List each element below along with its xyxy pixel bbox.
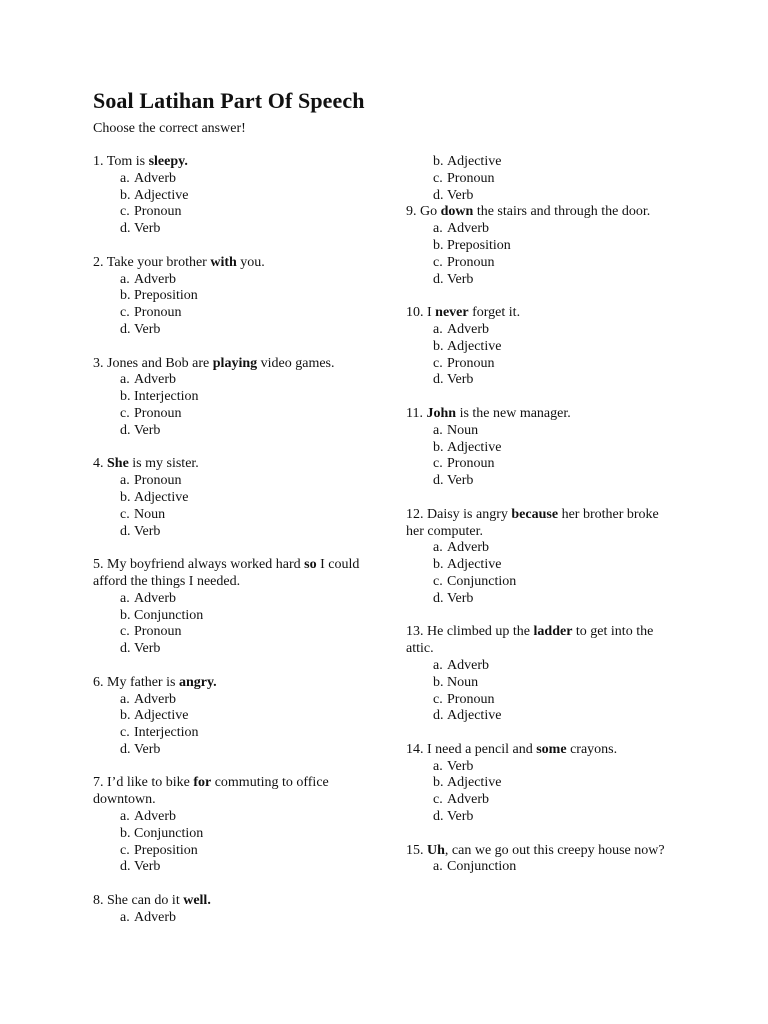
option-text: Adjective — [447, 775, 502, 791]
option-letter: b. — [433, 557, 444, 573]
option-text: Adverb — [134, 691, 176, 707]
option-letter: a. — [120, 372, 130, 388]
answer-option[interactable] — [120, 708, 365, 725]
option-text: Verb — [447, 187, 474, 203]
option-letter: a. — [433, 422, 443, 438]
option-letter: b. — [120, 389, 131, 405]
question-keyword: so — [304, 557, 317, 573]
answer-options — [93, 272, 365, 339]
question-text-before: I’d like to bike — [107, 775, 194, 791]
option-letter: d. — [433, 271, 444, 287]
answer-options — [93, 171, 365, 238]
option-letter: a. — [433, 540, 443, 556]
option-text: Pronoun — [134, 624, 182, 640]
question-keyword: because — [511, 506, 559, 522]
question-text — [93, 675, 365, 692]
question-text-after: the stairs and through the door. — [473, 204, 651, 220]
option-letter: b. — [433, 439, 444, 455]
answer-options — [406, 423, 676, 490]
question-keyword: down — [440, 204, 474, 220]
option-text: Adjective — [447, 338, 502, 354]
option-text: Adverb — [134, 271, 176, 287]
answer-option[interactable] — [433, 255, 676, 272]
option-letter: c. — [433, 573, 443, 589]
answer-option[interactable] — [433, 238, 676, 255]
answer-option[interactable] — [120, 473, 365, 490]
answer-options — [406, 221, 676, 288]
option-letter: b. — [120, 489, 131, 505]
question-number: 7. — [93, 775, 107, 791]
option-text: Conjunction — [134, 825, 204, 841]
question-keyword: for — [193, 775, 212, 791]
question-text — [406, 204, 676, 221]
option-text: Pronoun — [447, 254, 495, 270]
option-text: Conjunction — [447, 859, 517, 875]
option-text: Pronoun — [134, 405, 182, 421]
question — [93, 775, 365, 876]
answer-option[interactable] — [433, 692, 676, 709]
answer-option[interactable] — [120, 372, 365, 389]
answer-option[interactable] — [120, 322, 365, 339]
option-text: Noun — [447, 674, 479, 690]
option-text: Noun — [447, 422, 479, 438]
question-text-before: Take your brother — [106, 254, 211, 270]
question-keyword: with — [210, 254, 237, 270]
option-letter: a. — [120, 473, 130, 489]
question-text-before: She can do it — [107, 893, 184, 909]
option-letter: b. — [433, 237, 444, 253]
question-number: 2. — [93, 254, 107, 270]
question-text — [406, 843, 676, 860]
answer-option[interactable] — [433, 792, 676, 809]
answer-option[interactable] — [433, 775, 676, 792]
answer-option[interactable] — [433, 154, 676, 171]
question — [93, 154, 365, 238]
option-letter: a. — [433, 758, 443, 774]
question-text-after: you. — [236, 254, 265, 270]
answer-option[interactable] — [120, 608, 365, 625]
question-text-before: Daisy is angry — [427, 506, 512, 522]
question-text-after: is my sister. — [128, 456, 199, 472]
option-text: Adverb — [134, 372, 176, 388]
question-text-before: My boyfriend always worked hard — [107, 557, 305, 573]
option-letter: c. — [120, 204, 130, 220]
question-text-before: I — [427, 305, 436, 321]
question-text-after: I could afford the things I needed. — [93, 557, 360, 589]
answer-option[interactable] — [120, 389, 365, 406]
question-number: 4. — [93, 456, 107, 472]
question-text-before: My father is — [107, 674, 179, 690]
option-text: Adverb — [447, 221, 489, 237]
question — [93, 356, 365, 440]
answer-option[interactable] — [433, 473, 676, 490]
answer-option[interactable] — [433, 372, 676, 389]
option-letter: d. — [120, 741, 131, 757]
question-number: 12. — [406, 506, 427, 522]
right-column — [406, 154, 676, 876]
option-text: Conjunction — [447, 573, 517, 589]
option-text: Adjective — [447, 154, 502, 169]
question — [406, 154, 676, 204]
question-text — [93, 255, 365, 272]
answer-option[interactable] — [120, 188, 365, 205]
answer-option[interactable] — [433, 272, 676, 289]
option-text: Verb — [447, 809, 474, 825]
answer-option[interactable] — [120, 490, 365, 507]
answer-option[interactable] — [433, 221, 676, 238]
answer-option[interactable] — [120, 742, 365, 759]
option-letter: c. — [120, 624, 130, 640]
option-letter: a. — [120, 909, 130, 925]
option-text: Preposition — [134, 842, 198, 858]
question-number: 13. — [406, 624, 427, 640]
question — [93, 675, 365, 759]
question-number: 11. — [406, 405, 427, 421]
question-text — [93, 557, 365, 591]
option-letter: b. — [433, 154, 444, 169]
option-text: Adjective — [134, 489, 189, 505]
option-text: Noun — [134, 506, 166, 522]
question-text-after: commuting to office downtown. — [93, 775, 329, 808]
question — [406, 204, 676, 288]
option-text: Verb — [134, 221, 161, 237]
question-number: 1. — [93, 154, 107, 169]
question-text-after: to get into the attic. — [406, 624, 654, 657]
answer-option[interactable] — [120, 641, 365, 658]
question-text — [406, 305, 676, 322]
option-text: Adverb — [447, 540, 489, 556]
answer-option[interactable] — [120, 406, 365, 423]
option-text: Adverb — [447, 657, 489, 673]
question — [93, 557, 365, 658]
option-letter: a. — [120, 590, 130, 606]
answer-option[interactable] — [120, 272, 365, 289]
answer-option[interactable] — [120, 859, 365, 876]
question-keyword: well. — [183, 893, 211, 909]
option-text: Adjective — [447, 557, 502, 573]
option-text: Pronoun — [447, 691, 495, 707]
option-letter: d. — [120, 859, 131, 875]
answer-option[interactable] — [433, 188, 676, 205]
answer-options — [93, 372, 365, 439]
option-letter: c. — [120, 405, 130, 421]
answer-option[interactable] — [120, 692, 365, 709]
option-letter: a. — [433, 321, 443, 337]
question-text — [93, 154, 365, 171]
option-text: Conjunction — [134, 607, 204, 623]
option-letter: d. — [433, 809, 444, 825]
option-text: Pronoun — [134, 473, 182, 489]
option-text: Adjective — [134, 708, 189, 724]
answer-option[interactable] — [120, 221, 365, 238]
answer-option[interactable] — [433, 356, 676, 373]
option-text: Pronoun — [134, 305, 182, 321]
answer-options — [93, 910, 365, 927]
answer-option[interactable] — [120, 507, 365, 524]
option-letter: c. — [120, 305, 130, 321]
question-text — [93, 893, 365, 910]
option-letter: d. — [120, 422, 131, 438]
answer-option[interactable] — [120, 204, 365, 221]
answer-option[interactable] — [120, 171, 365, 188]
question-keyword: Uh — [427, 842, 445, 858]
answer-option[interactable] — [120, 843, 365, 860]
option-letter: a. — [120, 170, 130, 186]
answer-option[interactable] — [433, 557, 676, 574]
option-letter: d. — [120, 641, 131, 657]
answer-option[interactable] — [433, 574, 676, 591]
question-keyword: ladder — [533, 624, 573, 640]
option-letter: a. — [433, 657, 443, 673]
option-text: Adverb — [134, 909, 176, 925]
question-number: 15. — [406, 842, 427, 858]
option-letter: d. — [120, 321, 131, 337]
answer-option[interactable] — [120, 624, 365, 641]
answer-options — [406, 540, 676, 607]
question — [406, 305, 676, 389]
question-number: 8. — [93, 893, 107, 909]
question — [406, 742, 676, 826]
answer-option[interactable] — [433, 171, 676, 188]
answer-option[interactable] — [433, 658, 676, 675]
answer-option[interactable] — [433, 440, 676, 457]
option-letter: b. — [120, 708, 131, 724]
option-text: Verb — [134, 859, 161, 875]
option-text: Pronoun — [447, 456, 495, 472]
question — [406, 843, 676, 877]
option-text: Adverb — [134, 170, 176, 186]
question-number: 14. — [406, 741, 427, 757]
answer-option[interactable] — [433, 809, 676, 826]
answer-options — [406, 154, 676, 204]
option-letter: b. — [433, 674, 444, 690]
option-letter: d. — [433, 590, 444, 606]
option-text: Verb — [134, 321, 161, 337]
option-text: Verb — [447, 271, 474, 287]
option-text: Verb — [134, 422, 161, 438]
option-letter: c. — [433, 355, 443, 371]
instructions: Choose the correct answer! — [93, 121, 246, 136]
option-text: Verb — [134, 523, 161, 539]
answer-option[interactable] — [120, 809, 365, 826]
left-column — [93, 154, 365, 927]
option-letter: c. — [433, 792, 443, 808]
question-text-after: is the new manager. — [456, 405, 571, 421]
answer-option[interactable] — [120, 305, 365, 322]
answer-option[interactable] — [433, 540, 676, 557]
question-number: 10. — [406, 305, 427, 321]
question-text — [406, 624, 676, 658]
answer-options — [406, 859, 676, 876]
question — [406, 406, 676, 490]
answer-option[interactable] — [120, 423, 365, 440]
question-text-before: Jones and Bob are — [107, 355, 213, 371]
question-text-before: He climbed up the — [427, 624, 534, 640]
question-text-after: forget it. — [468, 305, 521, 321]
option-text: Interjection — [134, 389, 199, 405]
question-text — [93, 456, 365, 473]
answer-options — [406, 658, 676, 725]
option-letter: c. — [120, 842, 130, 858]
option-letter: d. — [433, 708, 444, 724]
option-letter: b. — [433, 338, 444, 354]
question-text — [406, 406, 676, 423]
option-text: Verb — [447, 372, 474, 388]
option-letter: a. — [433, 859, 443, 875]
question-text — [406, 742, 676, 759]
option-letter: b. — [120, 187, 131, 203]
question — [93, 255, 365, 339]
question-keyword: some — [536, 741, 567, 757]
option-letter: d. — [120, 221, 131, 237]
question-number: 9. — [406, 204, 420, 220]
option-letter: c. — [433, 254, 443, 270]
question-number: 6. — [93, 674, 107, 690]
option-letter: c. — [433, 170, 443, 186]
option-letter: b. — [120, 607, 131, 623]
option-text: Adverb — [447, 792, 489, 808]
option-text: Adverb — [134, 809, 176, 825]
answer-options — [93, 692, 365, 759]
question-keyword: angry. — [178, 674, 217, 690]
question — [406, 507, 676, 608]
question-keyword: playing — [212, 355, 258, 371]
option-text: Verb — [134, 641, 161, 657]
answer-option[interactable] — [433, 339, 676, 356]
option-text: Pronoun — [134, 204, 182, 220]
option-text: Adverb — [134, 590, 176, 606]
option-letter: d. — [433, 187, 444, 203]
option-text: Verb — [134, 741, 161, 757]
question — [93, 456, 365, 540]
answer-options — [93, 473, 365, 540]
option-text: Adjective — [134, 187, 189, 203]
option-letter: a. — [433, 221, 443, 237]
question-number: 3. — [93, 355, 107, 371]
answer-option[interactable] — [433, 859, 676, 876]
option-text: Verb — [447, 590, 474, 606]
question-keyword: sleepy. — [148, 154, 188, 169]
answer-option[interactable] — [433, 456, 676, 473]
option-text: Preposition — [447, 237, 511, 253]
option-letter: a. — [120, 271, 130, 287]
option-text: Adjective — [447, 439, 502, 455]
answer-option[interactable] — [120, 826, 365, 843]
answer-option[interactable] — [433, 708, 676, 725]
answer-option[interactable] — [433, 322, 676, 339]
option-letter: b. — [120, 288, 131, 304]
question-text-after: her brother broke her computer. — [406, 506, 659, 539]
option-letter: b. — [433, 775, 444, 791]
option-letter: b. — [120, 825, 131, 841]
answer-option[interactable] — [120, 524, 365, 541]
option-letter: c. — [433, 691, 443, 707]
answer-option[interactable] — [120, 288, 365, 305]
question-keyword: John — [426, 405, 457, 421]
option-text: Pronoun — [447, 355, 495, 371]
answer-option[interactable] — [120, 591, 365, 608]
option-letter: a. — [120, 809, 130, 825]
question-text — [93, 356, 365, 373]
option-text: Preposition — [134, 288, 198, 304]
answer-options — [93, 591, 365, 658]
answer-option[interactable] — [433, 675, 676, 692]
answer-options — [93, 809, 365, 876]
question-text-before: Tom is — [106, 154, 149, 169]
option-text: Pronoun — [447, 170, 495, 186]
question-keyword: never — [435, 305, 469, 321]
question — [406, 624, 676, 725]
question-text-after: crayons. — [566, 741, 618, 757]
document-title: Soal Latihan Part Of Speech — [93, 88, 365, 113]
answer-option[interactable] — [120, 725, 365, 742]
answer-options — [406, 759, 676, 826]
option-letter: d. — [433, 372, 444, 388]
option-letter: d. — [120, 523, 131, 539]
question-number: 5. — [93, 557, 107, 573]
question-text-after: video games. — [257, 355, 335, 371]
answer-options — [406, 322, 676, 389]
option-text: Adjective — [447, 708, 502, 724]
question-text — [406, 507, 676, 541]
option-letter: c. — [120, 506, 130, 522]
question — [93, 893, 365, 927]
option-letter: d. — [433, 473, 444, 489]
option-text: Adverb — [447, 321, 489, 337]
option-letter: c. — [120, 725, 130, 741]
question-text — [93, 775, 365, 809]
option-text: Verb — [447, 473, 474, 489]
answer-option[interactable] — [120, 910, 365, 927]
option-letter: c. — [433, 456, 443, 472]
question-text-after: , can we go out this creepy house now? — [444, 842, 665, 858]
option-letter: a. — [120, 691, 130, 707]
question-keyword: She — [107, 456, 129, 472]
answer-option[interactable] — [433, 759, 676, 776]
option-text: Verb — [447, 758, 474, 774]
question-text-before: I need a pencil and — [427, 741, 537, 757]
answer-option[interactable] — [433, 591, 676, 608]
option-text: Interjection — [134, 725, 199, 741]
question-text-before: Go — [420, 204, 441, 220]
answer-option[interactable] — [433, 423, 676, 440]
